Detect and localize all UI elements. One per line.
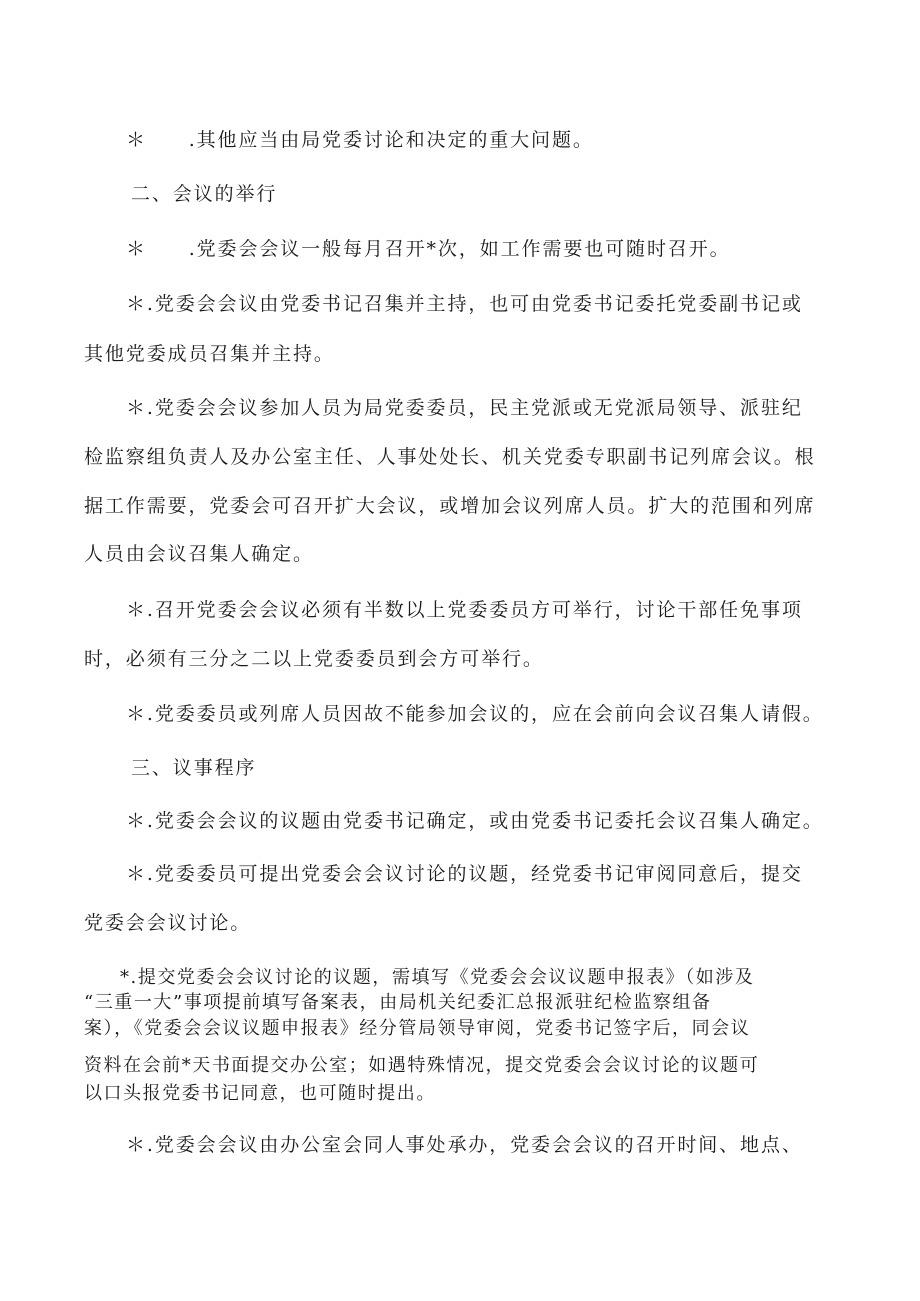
paragraph-line: 以口头报党委书记同意，也可随时提出。 xyxy=(84,1083,436,1104)
section-heading-procedure: 三、议事程序 xyxy=(131,757,257,779)
paragraph-line: 据工作需要，党委会可召开扩大会议，或增加会议列席人员。扩大的范围和列席 xyxy=(84,495,816,517)
list-item-quorum: ＊.召开党委会会议必须有半数以上党委委员方可举行，讨论干部任免事项 xyxy=(126,599,803,621)
paragraph-line: 检监察组负责人及办公室主任、人事处处长、机关党委专职副书记列席会议。根 xyxy=(84,446,816,468)
paragraph-line: “三重一大”事项提前填写备案表，由局机关纪委汇总报派驻纪检监察组备 xyxy=(84,992,712,1013)
list-item-other-matters: ＊ .其他应当由局党委讨论和决定的重大问题。 xyxy=(126,129,594,151)
list-item-meeting-organizer: ＊.党委会会议由办公室会同人事处承办，党委会会议的召开时间、地点、 xyxy=(126,1134,803,1156)
list-item-meeting-convener: ＊.党委会会议由党委书记召集并主持，也可由党委书记委托党委副书记或 xyxy=(126,293,803,315)
section-heading-meeting-holding: 二、会议的举行 xyxy=(131,183,278,205)
paragraph-line: 案），《党委会会议议题申报表》经分管局领导审阅，党委书记签字后，同会议 xyxy=(84,1018,751,1039)
paragraph-line: 人员由会议召集人确定。 xyxy=(84,543,314,565)
list-item-agenda-submission: *.提交党委会会议讨论的议题，需填写《党委会会议议题申报表》（如涉及 xyxy=(120,967,755,988)
list-item-agenda-proposal: ＊.党委委员可提出党委会会议讨论的议题，经党委书记审阅同意后，提交 xyxy=(126,863,803,885)
paragraph-line: 时，必须有三分之二以上党委委员到会方可举行。 xyxy=(84,648,544,670)
paragraph-line: 其他党委成员召集并主持。 xyxy=(84,343,335,365)
paragraph-line: 党委会会议讨论。 xyxy=(84,912,252,934)
list-item-leave-request: ＊.党委委员或列席人员因故不能参加会议的，应在会前向会议召集人请假。 xyxy=(126,703,824,725)
list-item-agenda-setting: ＊.党委会会议的议题由党委书记确定，或由党委书记委托会议召集人确定。 xyxy=(126,810,824,832)
list-item-meeting-frequency: ＊ .党委会会议一般每月召开*次，如工作需要也可随时召开。 xyxy=(126,238,731,260)
paragraph-line: 资料在会前*天书面提交办公室；如遇特殊情况，提交党委会会议讨论的议题可 xyxy=(84,1055,760,1076)
list-item-attendees: ＊.党委会会议参加人员为局党委委员，民主党派或无党派局领导、派驻纪 xyxy=(126,397,803,419)
